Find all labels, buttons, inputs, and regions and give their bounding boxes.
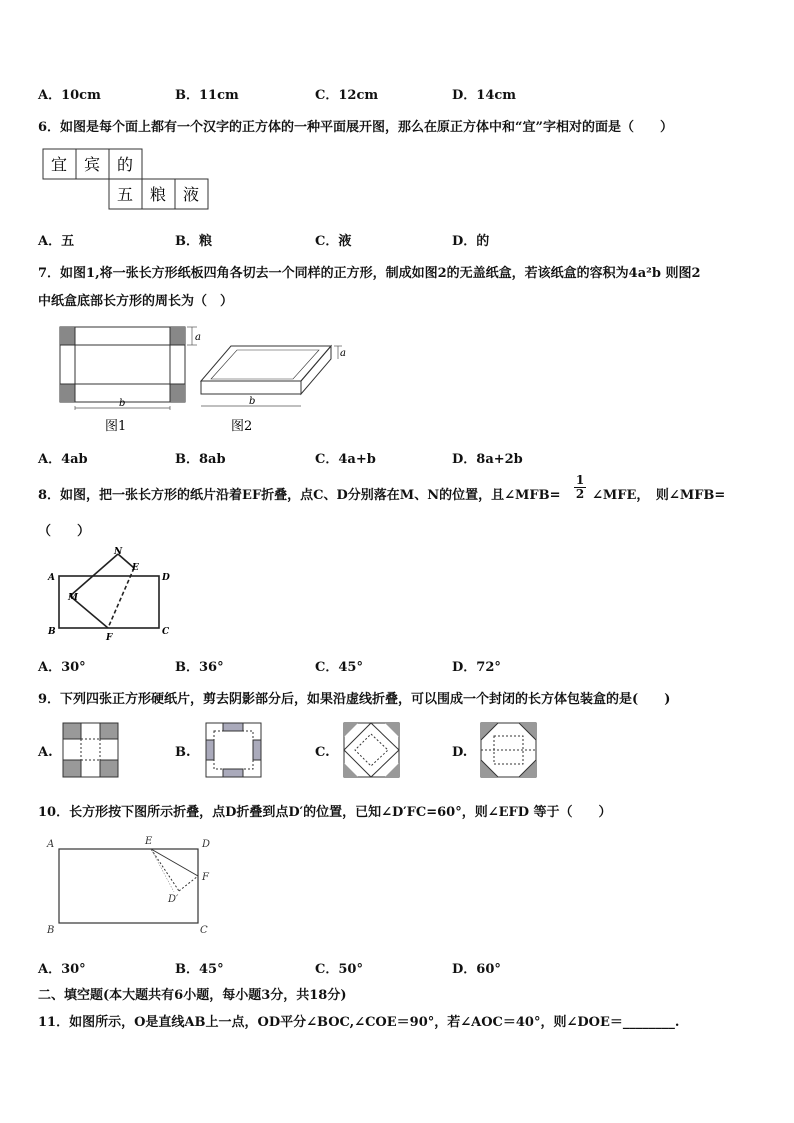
q10-stem: 10．长方形按下图所示折叠，点D折叠到点D′的位置，已知∠D′FC=60°，则∠EFD 等于（ ）	[38, 805, 612, 820]
q8-stem-line2: （ ）	[38, 524, 91, 539]
label-M: M	[68, 593, 78, 603]
label-B: B	[47, 925, 55, 936]
label-F: F	[202, 872, 209, 883]
label-A: A	[48, 573, 55, 583]
q7-option-b: B．8ab	[175, 452, 226, 467]
q7-figures	[55, 322, 365, 437]
q9-option-c-label: C.	[315, 745, 330, 760]
q10-option-d: D．60°	[452, 962, 501, 977]
fig2-label-a: a	[340, 348, 346, 359]
q6-stem: 6．如图是每个面上都有一个汉字的正方体的一种平面展开图，那么在原正方体中和“宜”字相对的面是（ ）	[38, 120, 674, 135]
fig1-label-a: a	[195, 332, 201, 343]
q6-cube-net	[42, 148, 212, 212]
label-D: D	[162, 573, 170, 583]
q10-figure	[42, 834, 222, 938]
q8-option-a: A．30°	[38, 660, 86, 675]
net-cell-3: 的	[116, 155, 134, 174]
label-C: C	[162, 627, 170, 637]
q8-option-c: C．45°	[315, 660, 363, 675]
fig2-label-b: b	[249, 396, 256, 407]
label-B: B	[48, 627, 56, 637]
label-D: D	[202, 839, 211, 850]
q6-option-c: C．液	[315, 234, 352, 249]
label-N: N	[114, 547, 123, 557]
net-cell-2: 宾	[83, 155, 101, 174]
label-F: F	[106, 633, 113, 643]
q8-option-d: D．72°	[452, 660, 501, 675]
q6-option-d: D．的	[452, 234, 490, 249]
q9-option-a-label: A.	[38, 745, 53, 760]
q10-option-a: A．30°	[38, 962, 86, 977]
net-cell-5: 粮	[149, 185, 167, 204]
label-C: C	[200, 925, 208, 936]
q6-option-b: B．粮	[175, 234, 212, 249]
q8-figure	[42, 546, 182, 644]
label-E: E	[132, 563, 139, 573]
net-cell-4: 五	[116, 185, 134, 204]
q8-fraction-denominator: 2	[575, 487, 585, 501]
q5-option-a: A．10cm	[38, 88, 101, 103]
fig1-label-b: b	[119, 398, 126, 409]
q7-stem-line2: 中纸盒底部长方形的周长为（ ）	[38, 294, 234, 309]
label-D-prime: D′	[168, 894, 179, 905]
q10-option-c: C．50°	[315, 962, 363, 977]
q8-fraction-numerator: 1	[575, 473, 585, 487]
q8-stem-post: ∠MFE， 则∠MFB=	[592, 488, 726, 503]
q8-option-b: B．36°	[175, 660, 224, 675]
net-cell-6: 液	[182, 185, 200, 204]
q9-option-a-figure	[62, 722, 120, 778]
q7-option-d: D．8a+2b	[452, 452, 523, 467]
q9-option-b-figure	[205, 722, 263, 778]
q6-option-a: A．五	[38, 234, 75, 249]
q5-option-b: B．11cm	[175, 88, 239, 103]
q5-option-d: D．14cm	[452, 88, 517, 103]
q9-option-d-figure	[480, 722, 538, 778]
fig2-caption: 图2	[231, 419, 253, 434]
q7-option-a: A．4ab	[38, 452, 88, 467]
label-E: E	[145, 836, 153, 847]
q7-option-c: C．4a+b	[315, 452, 376, 467]
net-cell-1: 宜	[50, 155, 68, 174]
q9-option-d-label: D.	[452, 745, 468, 760]
q5-option-c: C．12cm	[315, 88, 379, 103]
q7-stem-line1: 7．如图1,将一张长方形纸板四角各切去一个同样的正方形，制成如图2的无盖纸盒，若该纸盒的容积为4a²b 则图2	[38, 266, 701, 281]
q9-stem: 9．下列四张正方形硬纸片，剪去阴影部分后，如果沿虚线折叠，可以围成一个封闭的长方体包装盒的是( )	[38, 692, 671, 707]
q9-option-b-label: B.	[175, 745, 191, 760]
q8-stem-pre: 8．如图，把一张长方形的纸片沿着EF折叠，点C、D分别落在M、N的位置，且∠MFB=	[38, 488, 561, 503]
label-A: A	[47, 839, 55, 850]
q9-option-c-figure	[343, 722, 401, 778]
section-heading: 二、填空题(本大题共有6小题，每小题3分，共18分)	[38, 988, 347, 1003]
q8-fraction	[574, 474, 586, 501]
fig1-caption: 图1	[105, 419, 127, 434]
q11-stem: 11．如图所示，O是直线AB上一点，OD平分∠BOC,∠COE＝90°，若∠AOC＝40°，则∠DOE＝________.	[38, 1015, 680, 1030]
q10-option-b: B．45°	[175, 962, 224, 977]
